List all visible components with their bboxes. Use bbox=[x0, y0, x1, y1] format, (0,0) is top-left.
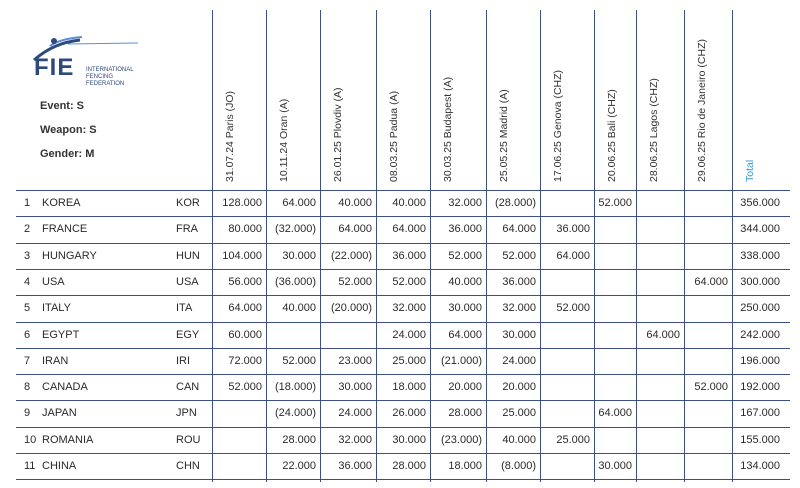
column-header: 29.06.25 Rio de Janeiro (CHZ) bbox=[696, 39, 708, 182]
country-name: FRANCE bbox=[42, 223, 88, 236]
column-divider bbox=[594, 10, 595, 482]
country-name: USA bbox=[42, 275, 65, 288]
country-code: CAN bbox=[176, 381, 200, 394]
country-code: IRI bbox=[176, 354, 191, 367]
rank: 5 bbox=[24, 302, 31, 315]
logo-subtitle bbox=[86, 67, 176, 88]
score-cell: 56.000 bbox=[228, 275, 262, 288]
column-header: 25.05.25 Madrid (A) bbox=[498, 89, 510, 182]
score-cell: 64.000 bbox=[282, 197, 316, 209]
header-divider bbox=[16, 190, 790, 191]
rank: 11 bbox=[24, 460, 36, 472]
row-divider bbox=[16, 295, 790, 296]
rank: 2 bbox=[24, 223, 31, 236]
column-divider bbox=[540, 10, 541, 482]
rank: 1 bbox=[24, 197, 31, 209]
column-header: 30.03.25 Budapest (A) bbox=[442, 76, 454, 182]
score-cell: 24.000 bbox=[392, 328, 426, 341]
weapon-label: Weapon: S bbox=[40, 124, 97, 136]
score-cell: 24.000 bbox=[502, 354, 536, 367]
column-divider bbox=[430, 10, 431, 482]
column-header: 08.03.25 Padua (A) bbox=[388, 90, 400, 182]
total-cell: 155.000 bbox=[740, 433, 780, 446]
score-cell: 32.000 bbox=[338, 433, 372, 446]
score-cell: 25.000 bbox=[502, 407, 536, 420]
score-cell: 80.000 bbox=[228, 223, 262, 236]
row-divider bbox=[16, 243, 790, 244]
column-header: 20.06.25 Bali (CHZ) bbox=[606, 89, 618, 182]
score-cell: (18.000) bbox=[275, 381, 316, 394]
country-code: EGY bbox=[176, 328, 200, 341]
total-cell: 250.000 bbox=[740, 302, 780, 315]
column-divider bbox=[320, 10, 321, 482]
score-cell: (20.000) bbox=[331, 302, 372, 315]
score-cell: 64.000 bbox=[646, 328, 680, 341]
score-cell: 52.000 bbox=[502, 249, 536, 262]
rank: 4 bbox=[24, 275, 31, 288]
score-cell: 25.000 bbox=[392, 354, 426, 367]
score-cell: 40.000 bbox=[448, 275, 482, 288]
score-cell: 40.000 bbox=[392, 197, 426, 209]
row-divider bbox=[16, 453, 790, 454]
column-divider bbox=[376, 10, 377, 482]
row-divider bbox=[16, 374, 790, 375]
rank: 9 bbox=[24, 407, 31, 420]
rank: 10 bbox=[24, 433, 37, 446]
score-cell: 52.000 bbox=[338, 275, 372, 288]
score-cell: 36.000 bbox=[392, 249, 426, 262]
score-cell: 32.000 bbox=[448, 197, 482, 209]
score-cell: 28.000 bbox=[392, 460, 426, 472]
score-cell: (8.000) bbox=[501, 460, 536, 472]
score-cell: 64.000 bbox=[228, 302, 262, 315]
score-cell: 20.000 bbox=[448, 381, 482, 394]
score-cell: 64.000 bbox=[338, 223, 372, 236]
gender-label: Gender: M bbox=[40, 148, 95, 160]
country-code: KOR bbox=[176, 197, 200, 209]
score-cell: 28.000 bbox=[282, 433, 316, 446]
total-cell: 134.000 bbox=[740, 460, 780, 472]
logo-line-3: FEDERATION bbox=[86, 81, 125, 87]
country-name: ITALY bbox=[42, 302, 71, 315]
row-divider bbox=[16, 400, 790, 401]
score-cell: 40.000 bbox=[338, 197, 372, 209]
country-name: JAPAN bbox=[42, 407, 77, 420]
row-divider bbox=[16, 427, 790, 428]
score-cell: 64.000 bbox=[502, 223, 536, 236]
total-cell: 242.000 bbox=[740, 328, 780, 341]
score-cell: (23.000) bbox=[441, 433, 482, 446]
country-code: USA bbox=[176, 275, 199, 288]
total-cell: 356.000 bbox=[740, 197, 780, 209]
score-cell: 18.000 bbox=[392, 381, 426, 394]
score-cell: 104.000 bbox=[222, 249, 262, 262]
country-code: FRA bbox=[176, 223, 198, 236]
total-cell: 192.000 bbox=[740, 381, 780, 394]
score-cell: 36.000 bbox=[556, 223, 590, 236]
row-divider bbox=[16, 269, 790, 270]
total-cell: 196.000 bbox=[740, 354, 780, 367]
row-divider bbox=[16, 322, 790, 323]
event-label: Event: S bbox=[40, 100, 85, 112]
column-header: Total bbox=[744, 159, 756, 182]
column-divider bbox=[486, 10, 487, 482]
score-cell: 52.000 bbox=[598, 197, 632, 209]
column-header: 17.06.25 Genova (CHZ) bbox=[552, 69, 564, 182]
fie-logo bbox=[28, 34, 208, 94]
total-cell: 167.000 bbox=[740, 407, 780, 420]
rank: 8 bbox=[24, 381, 31, 394]
country-code: ITA bbox=[176, 302, 193, 315]
score-cell: 36.000 bbox=[448, 223, 482, 236]
score-cell: 52.000 bbox=[694, 381, 728, 394]
score-cell: (24.000) bbox=[275, 407, 316, 420]
column-header: 26.01.25 Plovdiv (A) bbox=[332, 87, 344, 182]
score-cell: 36.000 bbox=[502, 275, 536, 288]
score-cell: 64.000 bbox=[694, 275, 728, 288]
column-divider bbox=[684, 10, 685, 482]
score-cell: 52.000 bbox=[282, 354, 316, 367]
score-cell: 30.000 bbox=[598, 460, 632, 472]
score-cell: 28.000 bbox=[448, 407, 482, 420]
score-cell: 30.000 bbox=[502, 328, 536, 341]
score-cell: (28.000) bbox=[495, 197, 536, 209]
score-cell: 30.000 bbox=[448, 302, 482, 315]
column-header: 31.07.24 Paris (JO) bbox=[224, 90, 236, 182]
score-cell: 60.000 bbox=[228, 328, 262, 341]
score-cell: 22.000 bbox=[282, 460, 316, 472]
score-cell: 128.000 bbox=[222, 197, 262, 209]
score-cell: 30.000 bbox=[392, 433, 426, 446]
score-cell: (36.000) bbox=[275, 275, 316, 288]
column-divider bbox=[266, 10, 267, 482]
row-divider bbox=[16, 216, 790, 217]
score-cell: 64.000 bbox=[448, 328, 482, 341]
score-cell: 72.000 bbox=[228, 354, 262, 367]
column-divider bbox=[636, 10, 637, 482]
column-header: 10.11.24 Oran (A) bbox=[278, 98, 290, 182]
rank: 3 bbox=[24, 249, 31, 262]
score-cell: (22.000) bbox=[331, 249, 372, 262]
total-cell: 300.000 bbox=[740, 275, 780, 288]
score-cell: 30.000 bbox=[338, 381, 372, 394]
country-name: CANADA bbox=[42, 381, 88, 394]
score-cell: 64.000 bbox=[392, 223, 426, 236]
score-cell: (21.000) bbox=[441, 354, 482, 367]
score-cell: 52.000 bbox=[448, 249, 482, 262]
score-cell: 20.000 bbox=[502, 381, 536, 394]
column-divider bbox=[732, 10, 733, 482]
logo-brand: FIE bbox=[34, 54, 75, 81]
score-cell: 40.000 bbox=[502, 433, 536, 446]
logo-line-2: FENCING bbox=[86, 74, 113, 80]
column-divider bbox=[212, 10, 213, 482]
score-cell: 18.000 bbox=[448, 460, 482, 472]
total-cell: 344.000 bbox=[740, 223, 780, 236]
score-cell: 64.000 bbox=[598, 407, 632, 420]
country-name: IRAN bbox=[42, 354, 69, 367]
score-cell: 64.000 bbox=[556, 249, 590, 262]
score-cell: 32.000 bbox=[502, 302, 536, 315]
score-cell: 25.000 bbox=[556, 433, 590, 446]
country-name: ROMANIA bbox=[42, 433, 94, 446]
country-code: ROU bbox=[176, 433, 201, 446]
score-cell: 36.000 bbox=[338, 460, 372, 472]
score-cell: 26.000 bbox=[392, 407, 426, 420]
country-code: JPN bbox=[176, 407, 197, 420]
country-name: CHINA bbox=[42, 460, 77, 472]
logo-line-1: INTERNATIONAL bbox=[86, 67, 134, 73]
score-cell: 30.000 bbox=[282, 249, 316, 262]
rank: 6 bbox=[24, 328, 31, 341]
country-name: EGYPT bbox=[42, 328, 80, 341]
country-name: HUNGARY bbox=[42, 249, 97, 262]
score-cell: (32.000) bbox=[275, 223, 316, 236]
score-cell: 24.000 bbox=[338, 407, 372, 420]
score-cell: 52.000 bbox=[556, 302, 590, 315]
total-cell: 338.000 bbox=[740, 249, 780, 262]
score-cell: 23.000 bbox=[338, 354, 372, 367]
column-header: 28.06.25 Lagos (CHZ) bbox=[648, 78, 660, 182]
score-cell: 32.000 bbox=[392, 302, 426, 315]
score-cell: 52.000 bbox=[392, 275, 426, 288]
country-code: CHN bbox=[176, 460, 200, 472]
score-cell: 52.000 bbox=[228, 381, 262, 394]
row-divider bbox=[16, 348, 790, 349]
score-cell: 40.000 bbox=[282, 302, 316, 315]
rank: 7 bbox=[24, 354, 31, 367]
country-name: KOREA bbox=[42, 197, 81, 209]
country-code: HUN bbox=[176, 249, 200, 262]
row-divider bbox=[16, 479, 790, 480]
